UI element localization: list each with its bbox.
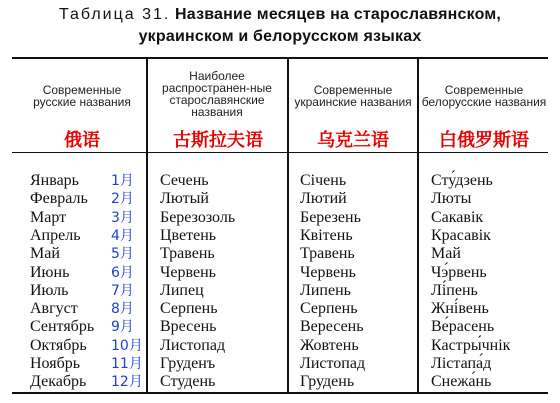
cell-belarusian: Ве́расень: [431, 318, 495, 336]
cell-month-number: 4月: [111, 227, 134, 244]
column-divider: [146, 59, 148, 392]
chinese-label-ukrainian: 乌克兰语: [317, 130, 389, 151]
cell-month-number: 8月: [111, 301, 134, 318]
cell-russian: Май: [30, 245, 60, 263]
cell-belarusian: Люты: [431, 190, 472, 208]
cell-belarusian: Жні́вень: [431, 300, 489, 318]
cell-month-number: 9月: [111, 319, 134, 336]
cell-russian: Январь: [30, 172, 79, 189]
cell-month-number: 12月: [111, 374, 143, 391]
cell-month-number: 11月: [111, 356, 143, 372]
cell-ukrainian: Квітень: [300, 226, 353, 244]
cell-ukrainian: Вересень: [300, 318, 364, 336]
cell-old-slavonic: Серпень: [160, 300, 218, 318]
bottom-rule: [12, 392, 548, 394]
cell-ukrainian: Травень: [300, 245, 355, 263]
cell-belarusian: Красавік: [431, 226, 491, 244]
cell-russian: Октябрь: [30, 336, 87, 354]
column-divider: [287, 59, 289, 392]
table-number: Таблица 31.: [58, 6, 171, 23]
cell-belarusian: Чэ́рвень: [431, 263, 487, 281]
cell-belarusian: Лі́пень: [431, 281, 478, 299]
header-russian: Современные русские названия: [33, 83, 131, 109]
cell-ukrainian: Жовтень: [300, 336, 359, 354]
cell-belarusian: Май: [431, 245, 461, 263]
cell-russian: Март: [30, 208, 67, 226]
table-title-line2: украинском и белорусском языках: [138, 28, 422, 45]
cell-russian: Ноябрь: [30, 355, 81, 372]
cell-old-slavonic: Студень: [160, 373, 216, 391]
cell-ukrainian: Листопад: [300, 355, 366, 372]
cell-russian: Сентябрь: [30, 318, 95, 336]
cell-old-slavonic: Вресень: [160, 318, 217, 336]
chinese-label-russian: 俄语: [64, 130, 100, 151]
chinese-label-old-slavonic: 古斯拉夫语: [173, 130, 263, 151]
cell-russian: Июнь: [30, 263, 70, 281]
cell-ukrainian: Серпень: [300, 300, 358, 318]
cell-ukrainian: Лютий: [300, 190, 347, 208]
cell-month-number: 5月: [111, 246, 134, 263]
cell-old-slavonic: Цветень: [160, 226, 217, 244]
cell-russian: Февраль: [30, 190, 88, 208]
cell-belarusian: Лістапа́д: [431, 355, 492, 372]
cell-old-slavonic: Березозоль: [160, 208, 236, 226]
column-divider: [417, 59, 419, 392]
table-title-text: Название месяцев на старославянском,: [175, 6, 502, 23]
cell-old-slavonic: Липец: [160, 281, 204, 299]
cell-month-number: 6月: [111, 264, 134, 281]
cell-month-number: 2月: [111, 191, 134, 208]
cell-old-slavonic: Груденъ: [160, 355, 216, 372]
cell-ukrainian: Липень: [300, 281, 351, 299]
top-rule: [12, 57, 548, 59]
cell-month-number: 1月: [111, 173, 134, 189]
cell-russian: Декабрь: [30, 373, 87, 391]
cell-belarusian: Сту́дзень: [431, 172, 493, 189]
header-belarusian: Современные белорусские названия: [421, 83, 547, 109]
cell-month-number: 3月: [111, 209, 134, 226]
cell-ukrainian: Березень: [300, 208, 361, 226]
cell-old-slavonic: Лютый: [160, 190, 209, 208]
cell-belarusian: Кастры́чнік: [431, 336, 511, 354]
cell-ukrainian: Січень: [300, 172, 347, 189]
cell-belarusian: Сакавік: [431, 208, 484, 226]
cell-old-slavonic: Сечень: [160, 172, 209, 189]
header-rule: [12, 152, 548, 153]
cell-russian: Июль: [30, 281, 69, 299]
cell-ukrainian: Грудень: [300, 373, 355, 391]
cell-russian: Август: [30, 300, 78, 318]
cell-old-slavonic: Листопад: [160, 336, 226, 354]
header-old-slavonic: Наиболее распространен-ные старославянские названия: [162, 69, 272, 119]
chinese-label-belarusian: 白俄罗斯语: [439, 130, 529, 151]
cell-month-number: 10月: [111, 337, 143, 354]
header-ukrainian: Современные украинские названия: [294, 83, 412, 109]
cell-ukrainian: Червень: [300, 263, 356, 281]
cell-month-number: 7月: [111, 282, 134, 299]
cell-belarusian: Снежа́нь: [431, 373, 492, 391]
table-title-line1: [0, 6, 560, 24]
cell-russian: Апрель: [30, 226, 81, 244]
cell-old-slavonic: Червень: [160, 263, 216, 281]
cell-old-slavonic: Травень: [160, 245, 215, 263]
